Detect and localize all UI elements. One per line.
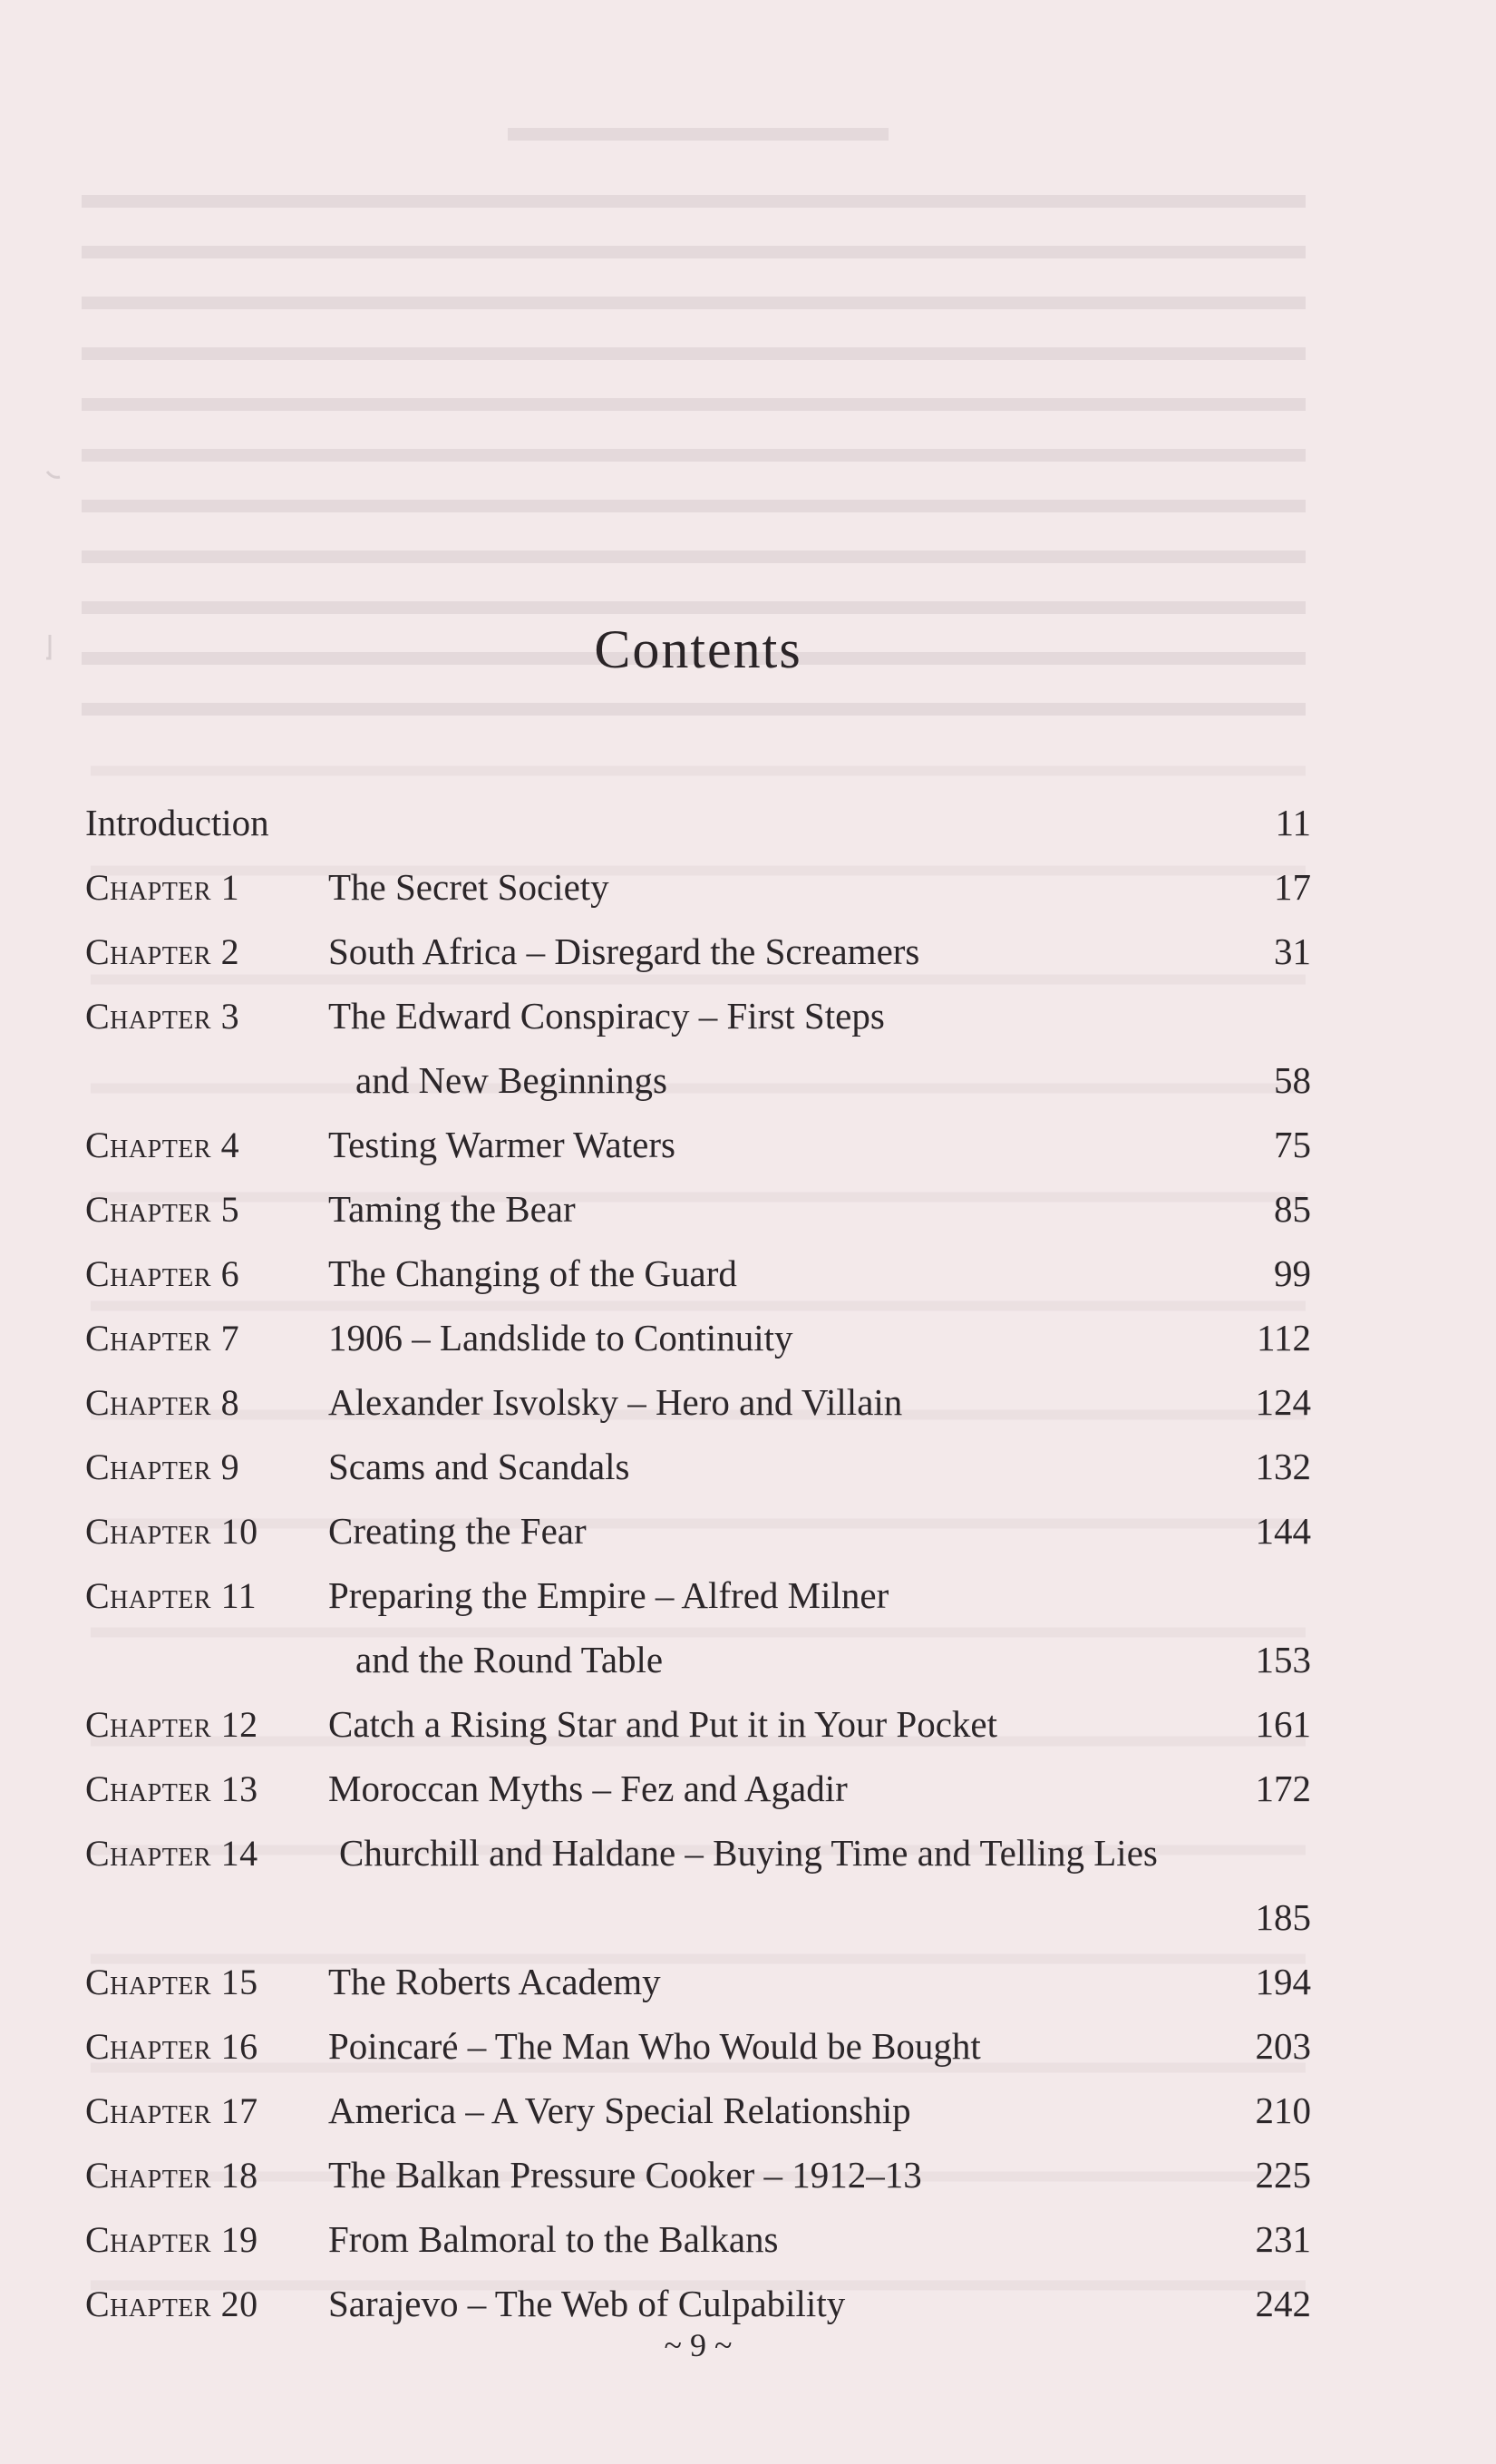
page-number: 242 xyxy=(1255,2283,1311,2324)
toc-entry xyxy=(85,1563,1311,1628)
chapter-label: Chapter 11 xyxy=(85,1575,257,1616)
chapter-label: Chapter 9 xyxy=(85,1446,240,1487)
page-number: 194 xyxy=(1255,1961,1311,2002)
chapter-title: Testing Warmer Waters xyxy=(328,1124,675,1165)
page-number: 112 xyxy=(1257,1317,1311,1359)
chapter-title: Moroccan Myths – Fez and Agadir xyxy=(328,1768,848,1809)
page-number: 231 xyxy=(1255,2218,1311,2260)
chapter-title: America – A Very Special Relationship xyxy=(328,2089,911,2131)
toc-entry xyxy=(85,1950,1311,2014)
chapter-title: The Secret Society xyxy=(328,866,609,908)
page-number: 225 xyxy=(1255,2154,1311,2196)
chapter-label: Chapter 19 xyxy=(85,2219,258,2260)
toc-entry xyxy=(85,855,1311,920)
page-number: 85 xyxy=(1274,1188,1311,1230)
chapter-label: Chapter 13 xyxy=(85,1768,258,1809)
toc-entry-continuation xyxy=(85,1885,1311,1950)
chapter-title: Taming the Bear xyxy=(328,1188,576,1230)
chapter-label: Chapter 10 xyxy=(85,1511,258,1552)
toc-entry xyxy=(85,1177,1311,1242)
toc-entry xyxy=(85,1435,1311,1499)
chapter-label: Chapter 20 xyxy=(85,2284,258,2324)
page-number: 31 xyxy=(1274,930,1311,972)
chapter-title: Sarajevo – The Web of Culpability xyxy=(328,2283,846,2324)
page-number: 124 xyxy=(1255,1381,1311,1423)
chapter-title: The Roberts Academy xyxy=(328,1961,661,2002)
chapter-label: Chapter 8 xyxy=(85,1382,240,1423)
chapter-title: From Balmoral to the Balkans xyxy=(328,2218,779,2260)
page-number: 144 xyxy=(1255,1510,1311,1552)
chapter-title-continuation: and New Beginnings xyxy=(355,1059,667,1101)
page-number: 210 xyxy=(1255,2089,1311,2131)
toc-entry xyxy=(85,1692,1311,1757)
chapter-title: Creating the Fear xyxy=(328,1510,587,1552)
toc-entry xyxy=(85,920,1311,984)
page-number: 99 xyxy=(1274,1252,1311,1294)
chapter-title: Alexander Isvolsky – Hero and Villain xyxy=(328,1381,903,1423)
chapter-label: Chapter 5 xyxy=(85,1189,240,1230)
page-number: 161 xyxy=(1255,1703,1311,1745)
toc-entry xyxy=(85,1499,1311,1563)
toc-entry-introduction xyxy=(85,791,1311,855)
chapter-label: Chapter 12 xyxy=(85,1704,258,1745)
table-of-contents xyxy=(85,791,1311,2336)
page-number: 58 xyxy=(1274,1059,1311,1101)
chapter-title: Preparing the Empire – Alfred Milner xyxy=(328,1574,889,1616)
toc-entry xyxy=(85,1370,1311,1435)
page-number: 132 xyxy=(1255,1446,1311,1487)
chapter-label: Chapter 15 xyxy=(85,1962,258,2002)
chapter-label: Chapter 6 xyxy=(85,1253,240,1294)
chapter-label: Chapter 1 xyxy=(85,867,240,908)
chapter-title: South Africa – Disregard the Screamers xyxy=(328,930,920,972)
chapter-label: Chapter 18 xyxy=(85,2155,258,2196)
chapter-title: The Edward Conspiracy – First Steps xyxy=(328,995,885,1037)
page-number: 75 xyxy=(1274,1124,1311,1165)
toc-entry xyxy=(85,2014,1311,2079)
toc-entry xyxy=(85,1306,1311,1370)
chapter-title: Catch a Rising Star and Put it in Your Pocket xyxy=(328,1703,997,1745)
chapter-label: Chapter 3 xyxy=(85,996,240,1037)
toc-entry-continuation xyxy=(85,1628,1311,1692)
page-title: Contents xyxy=(594,619,802,679)
toc-entry xyxy=(85,2079,1311,2143)
toc-entry xyxy=(85,1242,1311,1306)
chapter-label: Chapter 17 xyxy=(85,2090,258,2131)
toc-entry xyxy=(85,2143,1311,2207)
page-folio: ~ 9 ~ xyxy=(664,2327,733,2363)
chapter-label: Chapter 2 xyxy=(85,931,240,972)
chapter-label: Chapter 4 xyxy=(85,1125,240,1165)
chapter-title: The Changing of the Guard xyxy=(328,1252,737,1294)
chapter-label: Chapter 16 xyxy=(85,2026,258,2067)
toc-entry xyxy=(85,1113,1311,1177)
toc-entry xyxy=(85,1821,1311,1885)
toc-entry xyxy=(85,1757,1311,1821)
toc-entry xyxy=(85,2207,1311,2272)
page-number: 153 xyxy=(1255,1639,1311,1680)
page-number: 11 xyxy=(1275,802,1311,843)
introduction-label: Introduction xyxy=(85,802,269,843)
chapter-title: 1906 – Landslide to Continuity xyxy=(328,1317,793,1359)
page-number: 17 xyxy=(1274,866,1311,908)
chapter-title: Churchill and Haldane – Buying Time and Telling Lies xyxy=(339,1832,1158,1874)
chapter-title-continuation: and the Round Table xyxy=(355,1639,664,1680)
chapter-title: Scams and Scandals xyxy=(328,1446,630,1487)
toc-entry xyxy=(85,984,1311,1048)
toc-entry-continuation xyxy=(85,1048,1311,1113)
chapter-label: Chapter 7 xyxy=(85,1318,240,1359)
chapter-title: Poincaré – The Man Who Would be Bought xyxy=(328,2025,981,2067)
chapter-title: The Balkan Pressure Cooker – 1912–13 xyxy=(328,2154,922,2196)
page-number: 185 xyxy=(1255,1896,1311,1938)
page-number: 203 xyxy=(1255,2025,1311,2067)
chapter-label: Chapter 14 xyxy=(85,1833,258,1874)
page-number: 172 xyxy=(1255,1768,1311,1809)
